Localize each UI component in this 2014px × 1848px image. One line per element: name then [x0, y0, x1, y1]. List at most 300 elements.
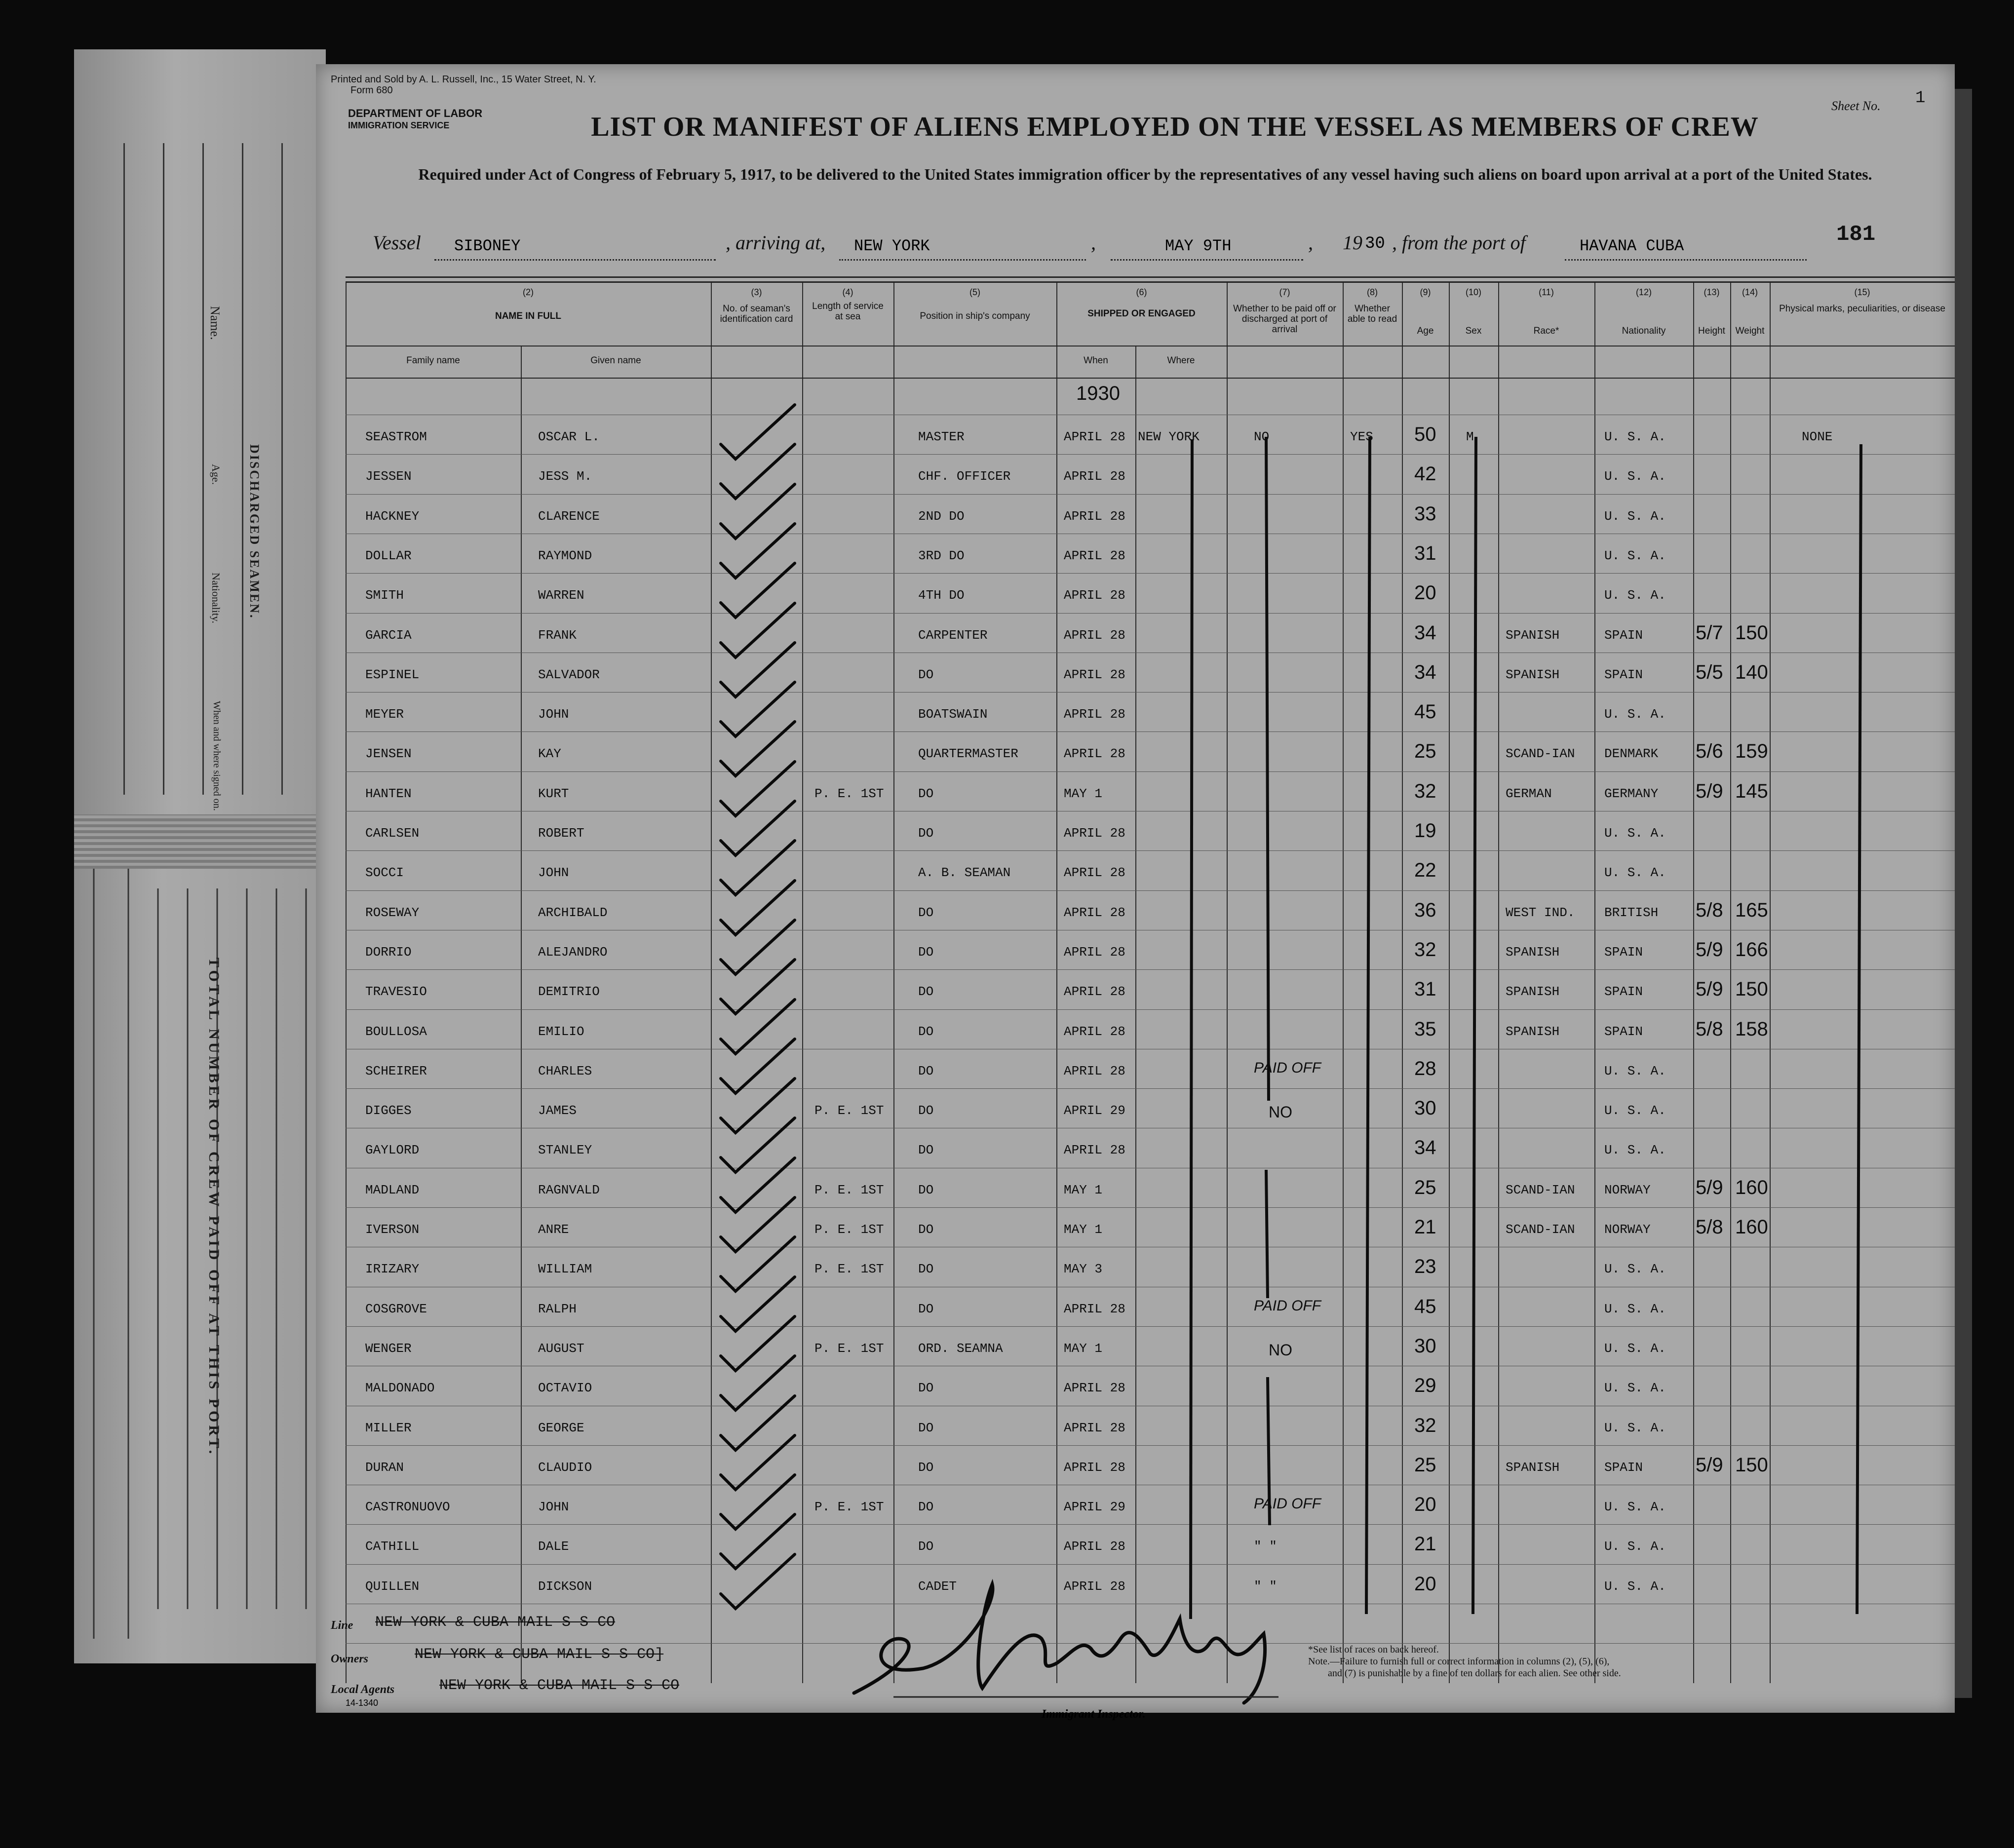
cell-age: 21	[1414, 1533, 1436, 1555]
cell-paid: NO	[1269, 1341, 1292, 1359]
cell-position: A. B. SEAMAN	[918, 865, 1011, 881]
cell-family: MEYER	[365, 707, 404, 722]
cell-when: APRIL 28	[1064, 667, 1125, 682]
colnum-6: (6)	[1136, 287, 1147, 297]
cell-given: JOHN	[538, 865, 569, 881]
cell-nationality: U. S. A.	[1604, 1578, 1666, 1594]
cell-paid: " "	[1254, 1539, 1277, 1554]
cell-paid: PAID OFF	[1254, 1297, 1321, 1314]
cell-age: 20	[1414, 1573, 1436, 1595]
cell-family: MADLAND	[365, 1182, 420, 1197]
cell-age: 30	[1414, 1097, 1436, 1119]
cell-position: 2ND DO	[918, 508, 965, 524]
cell-age: 28	[1414, 1057, 1436, 1079]
cell-marks: NONE	[1802, 429, 1833, 444]
header-name-in-full: NAME IN FULL	[495, 311, 562, 321]
colnum-8: (8)	[1367, 287, 1378, 297]
cell-age: 33	[1414, 502, 1436, 525]
cell-age: 42	[1414, 463, 1436, 485]
cell-race: SCAND-IAN	[1506, 1222, 1575, 1237]
cell-when: MAY 1	[1064, 1341, 1103, 1356]
cell-position: 3RD DO	[918, 548, 965, 563]
cell-when: APRIL 28	[1064, 508, 1125, 524]
cell-position: DO	[918, 826, 934, 841]
strip-label-name: Name.	[208, 306, 222, 340]
cell-when: MAY 1	[1064, 1222, 1103, 1237]
cell-paid: NO	[1254, 429, 1270, 444]
vessel-underline	[434, 259, 716, 261]
cell-race: SPANISH	[1506, 1460, 1560, 1475]
cell-position: DO	[918, 786, 934, 801]
cell-given: JOHN	[538, 707, 569, 722]
cell-family: SEASTROM	[365, 429, 427, 444]
cell-given: CLAUDIO	[538, 1460, 592, 1475]
cell-height: 5/8	[1696, 1216, 1723, 1238]
cell-nationality: GERMANY	[1604, 786, 1659, 801]
cell-when: APRIL 28	[1064, 1381, 1125, 1396]
header-position: Position in ship's company	[920, 311, 1030, 321]
cell-position: DO	[918, 1182, 934, 1197]
cell-position: CARPENTER	[918, 627, 988, 643]
cell-position: DO	[918, 667, 934, 682]
owners-value: NEW YORK & CUBA MAIL S S CO]	[415, 1646, 664, 1663]
form-code: 14-1340	[346, 1698, 379, 1708]
colnum-10: (10)	[1465, 287, 1481, 297]
cell-family: DURAN	[365, 1460, 404, 1475]
cell-given: JOHN	[538, 1500, 569, 1515]
service-line: IMMIGRATION SERVICE	[348, 120, 450, 130]
form-number: Form 680	[350, 85, 393, 96]
cell-when: APRIL 28	[1064, 469, 1125, 484]
cell-family: WENGER	[365, 1341, 412, 1356]
cell-weight: 150	[1735, 1454, 1768, 1476]
cell-paid: NO	[1269, 1103, 1292, 1121]
cell-race: SPANISH	[1506, 984, 1560, 1000]
cell-age: 32	[1414, 938, 1436, 961]
cell-age: 20	[1414, 582, 1436, 604]
header-weight: Weight	[1735, 326, 1765, 336]
cell-nationality: U. S. A.	[1604, 1063, 1666, 1078]
cell-age: 19	[1414, 820, 1436, 842]
cell-height: 5/7	[1696, 621, 1723, 644]
cell-position: DO	[918, 1420, 934, 1435]
cell-age: 34	[1414, 661, 1436, 683]
cell-when: APRIL 28	[1064, 865, 1125, 881]
from-port-underline	[1565, 259, 1807, 261]
cell-family: GAYLORD	[365, 1143, 420, 1158]
colnum-15: (15)	[1854, 287, 1870, 297]
cell-weight: 158	[1735, 1018, 1768, 1040]
cell-race: SCAND-IAN	[1506, 746, 1575, 762]
header-sex: Sex	[1465, 326, 1482, 336]
cell-height: 5/5	[1696, 661, 1723, 683]
cell-given: FRANK	[538, 627, 577, 643]
cell-weight: 150	[1735, 621, 1768, 644]
cell-family: CASTRONUOVO	[365, 1500, 450, 1515]
cell-race: GERMAN	[1506, 786, 1552, 801]
cell-position: DO	[918, 1381, 934, 1396]
cell-nationality: U. S. A.	[1604, 1301, 1666, 1316]
folded-discharged-seamen-strip	[74, 49, 326, 1663]
cell-family: CARLSEN	[365, 826, 420, 841]
cell-position: CHF. OFFICER	[918, 469, 1011, 484]
vessel-label: Vessel	[373, 231, 421, 254]
cell-family: MALDONADO	[365, 1381, 435, 1396]
header-when: When	[1084, 355, 1108, 366]
cell-age: 50	[1414, 424, 1436, 445]
strip-lower-grid	[74, 869, 326, 1639]
cell-weight: 166	[1735, 938, 1768, 961]
cell-nationality: U. S. A.	[1604, 1103, 1666, 1118]
cell-family: SCHEIRER	[365, 1063, 427, 1078]
cell-age: 25	[1414, 1176, 1436, 1198]
cell-age: 45	[1414, 1295, 1436, 1317]
cell-position: DO	[918, 1460, 934, 1475]
cell-sex: M	[1466, 429, 1474, 444]
cell-given: KURT	[538, 786, 569, 801]
cell-height: 5/6	[1696, 740, 1723, 763]
inspector-label: Immigrant Inspector.	[1042, 1708, 1146, 1721]
department-line: DEPARTMENT OF LABOR	[348, 107, 483, 119]
year-annotation: 1930	[1076, 383, 1120, 404]
cell-position: DO	[918, 1500, 934, 1515]
cell-when: APRIL 28	[1064, 1301, 1125, 1316]
page-subtitle: Required under Act of Congress of February 5, 1917, to be delivered to the United States immigration officer by the representatives of any vessel having such aliens on board upon arrival at a port of the United States.	[418, 165, 1872, 183]
from-port-value: HAVANA CUBA	[1580, 237, 1684, 255]
strip-upper-panel	[74, 49, 326, 814]
cell-family: CATHILL	[365, 1539, 420, 1554]
cell-when: APRIL 28	[1064, 905, 1125, 920]
cell-when: APRIL 28	[1064, 1143, 1125, 1158]
colnum-9: (9)	[1420, 287, 1431, 297]
from-port-label: , from the port of	[1392, 231, 1526, 254]
strip-heading-total-crew: TOTAL NUMBER OF CREW PAID OFF AT THIS PORT.	[206, 958, 222, 1457]
cell-nationality: U. S. A.	[1604, 1500, 1666, 1515]
cell-height: 5/9	[1696, 938, 1723, 961]
cell-service: P. E. 1ST	[814, 1222, 884, 1237]
colnum-4: (4)	[842, 287, 853, 297]
cell-nationality: DENMARK	[1604, 746, 1659, 762]
cell-race: SPANISH	[1506, 667, 1560, 682]
cell-age: 32	[1414, 780, 1436, 802]
cell-nationality: SPAIN	[1604, 1024, 1643, 1039]
printer-line: Printed and Sold by A. L. Russell, Inc., 15 Water Street, N. Y.	[331, 74, 596, 85]
header-height: Height	[1698, 326, 1725, 336]
cell-age: 22	[1414, 859, 1436, 882]
crew-manifest-table	[346, 281, 1955, 1683]
cell-position: DO	[918, 1063, 934, 1078]
cell-height: 5/9	[1696, 978, 1723, 1001]
cell-age: 21	[1414, 1216, 1436, 1238]
cell-height: 5/9	[1696, 780, 1723, 802]
header-able-read: Whether able to read	[1347, 304, 1397, 324]
right-edge-shadow	[1955, 89, 1972, 1698]
cell-given: GEORGE	[538, 1420, 584, 1435]
cell-position: DO	[918, 1222, 934, 1237]
cell-family: JESSEN	[365, 469, 412, 484]
cell-family: HACKNEY	[365, 508, 420, 524]
cell-nationality: U. S. A.	[1604, 1341, 1666, 1356]
cell-given: SALVADOR	[538, 667, 600, 682]
cell-age: 31	[1414, 978, 1436, 1001]
colnum-12: (12)	[1635, 287, 1652, 297]
cell-nationality: U. S. A.	[1604, 588, 1666, 603]
arriving-value: NEW YORK	[854, 237, 930, 255]
cell-age: 29	[1414, 1375, 1436, 1397]
cell-given: JAMES	[538, 1103, 577, 1118]
cell-when: MAY 1	[1064, 786, 1103, 801]
strip-lower-grid-lines	[74, 869, 326, 1639]
cell-given: RALPH	[538, 1301, 577, 1316]
footnotes	[1308, 1644, 1621, 1679]
cell-family: COSGROVE	[365, 1301, 427, 1316]
header-length-service: Length of service at sea	[812, 301, 884, 322]
cell-height: 5/8	[1696, 1018, 1723, 1040]
arriving-label: , arriving at,	[726, 231, 826, 254]
cell-when: APRIL 28	[1064, 548, 1125, 563]
cell-height: 5/9	[1696, 1454, 1723, 1476]
cell-when: APRIL 28	[1064, 429, 1125, 444]
cell-when: APRIL 28	[1064, 1024, 1125, 1039]
page-title: LIST OR MANIFEST OF ALIENS EMPLOYED ON THE VESSEL AS MEMBERS OF CREW	[591, 112, 1759, 142]
strip-heading-discharged: DISCHARGED SEAMEN.	[247, 444, 262, 619]
cell-race: SCAND-IAN	[1506, 1182, 1575, 1197]
line-label: Line	[331, 1619, 353, 1632]
cell-given: DALE	[538, 1539, 569, 1554]
cell-family: GARCIA	[365, 627, 412, 643]
cell-when: APRIL 29	[1064, 1500, 1125, 1515]
cell-where: NEW YORK	[1138, 429, 1200, 444]
cell-family: TRAVESIO	[365, 984, 427, 1000]
cell-weight: 165	[1735, 899, 1768, 921]
cell-position: DO	[918, 1301, 934, 1316]
cell-when: APRIL 28	[1064, 746, 1125, 762]
cell-service: P. E. 1ST	[814, 1341, 884, 1356]
cell-family: IVERSON	[365, 1222, 420, 1237]
cell-nationality: U. S. A.	[1604, 429, 1666, 444]
cell-height: 5/8	[1696, 899, 1723, 921]
cell-race: SPANISH	[1506, 627, 1560, 643]
cell-position: 4TH DO	[918, 588, 965, 603]
check-mark-icon	[716, 1549, 814, 1618]
cell-age: 34	[1414, 1137, 1436, 1159]
cell-service: P. E. 1ST	[814, 1103, 884, 1118]
cell-when: APRIL 28	[1064, 707, 1125, 722]
cell-age: 35	[1414, 1018, 1436, 1040]
header-family-name: Family name	[406, 355, 460, 366]
cell-given: ALEJANDRO	[538, 944, 608, 960]
cell-position: DO	[918, 1103, 934, 1118]
cell-given: KAY	[538, 746, 561, 762]
header-shipped: SHIPPED OR ENGAGED	[1087, 308, 1196, 319]
cell-when: APRIL 28	[1064, 984, 1125, 1000]
cell-family: DORRIO	[365, 944, 412, 960]
cell-family: ESPINEL	[365, 667, 420, 682]
cell-nationality: NORWAY	[1604, 1182, 1651, 1197]
cell-position: BOATSWAIN	[918, 707, 988, 722]
cell-given: EMILIO	[538, 1024, 584, 1039]
cell-when: APRIL 28	[1064, 627, 1125, 643]
cell-family: SMITH	[365, 588, 404, 603]
inspector-signature	[834, 1565, 1328, 1723]
cell-given: WARREN	[538, 588, 584, 603]
cell-service: P. E. 1ST	[814, 1262, 884, 1277]
cell-given: OSCAR L.	[538, 429, 600, 444]
cell-age: 25	[1414, 1454, 1436, 1476]
cell-when: APRIL 28	[1064, 1460, 1125, 1475]
cell-age: 32	[1414, 1414, 1436, 1436]
colnum-5: (5)	[969, 287, 980, 297]
cell-given: DEMITRIO	[538, 984, 600, 1000]
cell-family: HANTEN	[365, 786, 412, 801]
cell-position: DO	[918, 1024, 934, 1039]
cell-weight: 145	[1735, 780, 1768, 802]
cell-age: 31	[1414, 542, 1436, 564]
cell-position: DO	[918, 984, 934, 1000]
cell-paid: PAID OFF	[1254, 1496, 1321, 1512]
agents-label: Local Agents	[331, 1683, 395, 1696]
cell-position: DO	[918, 1143, 934, 1158]
header-physical-marks: Physical marks, peculiarities, or disease	[1779, 304, 1945, 314]
cell-position: CADET	[918, 1578, 957, 1594]
colnum-14: (14)	[1742, 287, 1758, 297]
cell-when: APRIL 28	[1064, 1578, 1125, 1594]
cell-given: RAYMOND	[538, 548, 592, 563]
cell-given: ANRE	[538, 1222, 569, 1237]
cell-age: 20	[1414, 1494, 1436, 1516]
year-suffix: 30	[1365, 234, 1385, 253]
cell-nationality: U. S. A.	[1604, 1539, 1666, 1554]
vessel-value: SIBONEY	[454, 237, 521, 255]
cell-given: OCTAVIO	[538, 1381, 592, 1396]
cell-family: QUILLEN	[365, 1578, 420, 1594]
cell-given: ROBERT	[538, 826, 584, 841]
cell-nationality: U. S. A.	[1604, 865, 1666, 881]
cell-nationality: NORWAY	[1604, 1222, 1651, 1237]
header-id-card: No. of seaman's identification card	[720, 304, 793, 324]
cell-given: RAGNVALD	[538, 1182, 600, 1197]
header-given-name: Given name	[590, 355, 641, 366]
footnote-penalty-2: and (7) is punishable by a fine of ten dollars for each alien. See other side.	[1328, 1668, 1621, 1679]
cell-weight: 159	[1735, 740, 1768, 763]
cell-family: DOLLAR	[365, 548, 412, 563]
cell-read: YES	[1350, 429, 1373, 444]
cell-nationality: SPAIN	[1604, 944, 1643, 960]
cell-nationality: SPAIN	[1604, 667, 1643, 682]
cell-when: MAY 1	[1064, 1182, 1103, 1197]
cell-service: P. E. 1ST	[814, 786, 884, 801]
cell-age: 30	[1414, 1335, 1436, 1357]
cell-family: BOULLOSA	[365, 1024, 427, 1039]
cell-service: P. E. 1ST	[814, 1500, 884, 1515]
strip-label-signed-on: When and where signed on.	[211, 701, 222, 811]
cell-nationality: U. S. A.	[1604, 548, 1666, 563]
cell-given: CLARENCE	[538, 508, 600, 524]
cell-position: ORD. SEAMNA	[918, 1341, 1003, 1356]
cell-given: DICKSON	[538, 1578, 592, 1594]
cell-weight: 160	[1735, 1176, 1768, 1198]
cell-weight: 140	[1735, 661, 1768, 683]
colnum-2: (2)	[523, 287, 534, 297]
cell-age: 34	[1414, 621, 1436, 644]
cell-position: QUARTERMASTER	[918, 746, 1018, 762]
sheet-no-label: Sheet No.	[1831, 99, 1881, 113]
cell-weight: 160	[1735, 1216, 1768, 1238]
date-value: MAY 9TH	[1165, 237, 1232, 255]
cell-nationality: U. S. A.	[1604, 1381, 1666, 1396]
cell-nationality: U. S. A.	[1604, 469, 1666, 484]
arriving-underline	[839, 259, 1086, 261]
cell-nationality: SPAIN	[1604, 984, 1643, 1000]
strip-label-nationality: Nationality.	[210, 573, 222, 624]
cell-family: MILLER	[365, 1420, 412, 1435]
cell-paid: PAID OFF	[1254, 1059, 1321, 1076]
cell-position: DO	[918, 944, 934, 960]
cell-when: APRIL 28	[1064, 1063, 1125, 1078]
header-nationality: Nationality	[1622, 326, 1666, 336]
cell-height: 5/9	[1696, 1176, 1723, 1198]
cell-family: DIGGES	[365, 1103, 412, 1118]
cell-age: 45	[1414, 701, 1436, 723]
cell-nationality: U. S. A.	[1604, 1143, 1666, 1158]
cell-position: DO	[918, 905, 934, 920]
cell-when: APRIL 28	[1064, 944, 1125, 960]
cell-weight: 150	[1735, 978, 1768, 1001]
cell-when: APRIL 28	[1064, 1420, 1125, 1435]
cell-service: P. E. 1ST	[814, 1182, 884, 1197]
cell-age: 36	[1414, 899, 1436, 921]
agents-value: NEW YORK & CUBA MAIL S S CO	[439, 1677, 680, 1694]
line-value: NEW YORK & CUBA MAIL S S CO	[375, 1614, 616, 1631]
cell-nationality: BRITISH	[1604, 905, 1659, 920]
header-age: Age	[1417, 326, 1434, 336]
cell-nationality: SPAIN	[1604, 1460, 1643, 1475]
cell-race: SPANISH	[1506, 1024, 1560, 1039]
cell-race: SPANISH	[1506, 944, 1560, 960]
cell-family: ROSEWAY	[365, 905, 420, 920]
cell-given: JESS M.	[538, 469, 592, 484]
date-underline	[1111, 259, 1303, 261]
header-rule	[346, 276, 1955, 278]
strip-label-age: Age.	[210, 464, 222, 485]
footnote-penalty-1: Note.—Failure to furnish full or correct information in columns (2), (5), (6),	[1308, 1656, 1610, 1667]
department-label	[348, 108, 482, 131]
footnote-races: *See list of races on back hereof.	[1308, 1644, 1439, 1655]
sheet-no-value: 1	[1915, 89, 1926, 108]
manifest-sheet: Printed and Sold by A. L. Russell, Inc., 15 Water Street, N. Y. Form 680 DEPARTMENT OF LABOR IMMIGRATION SERVICE Sheet No. 1 LIST OR MANIFEST OF ALIENS EMPLOYED ON THE VESSEL AS MEMBERS OF CREW Required under Act of Congress of February 5, 1917, to be delivered to the United States immigration officer by the representatives of any vessel having such aliens on board upon arrival at a port of the United States. 181 Vessel SIBONEY , arriving at, NEW YORK , MAY 9TH , 19 30 , from the port of HAVANA CUBA (2) (3) (4) (5) (6) (7) (8) (9) (10) (11) (12) (13) (14) (15) NAME IN FULL Family name Given name No. of seaman's identification card Length of service at sea Position in ship's company SHIPPED OR ENGAGED When Where Whether to be paid off or discharged at port of arrival Whether able to read Age Sex Race* Nationality Height Weight Physical marks, peculiarities, or disease 1930 SEASTROM OSCAR L. MASTER APRIL 28 NEW YORK NO YES 50 M U. S. A. NONE JESSEN JESS M. CHF. OFFICER APRIL 28 42 U. S. A. HACKNEY CLARENCE 2ND DO APRIL 28 33 U. S. A. DOLLAR RAYMOND 3RD DO APRIL 28 31 U. S. A. SMITH WARREN 4TH DO APRIL 28 20 U. S. A. GARCIA FRANK CARPENTER APRIL 28 34 SPANISH SPAIN 5/7 150 ESPINEL SALVADOR DO APRIL 28 34 SPANISH SPAIN 5/5 140 MEYER JOHN BOATSWAIN APRIL 28 45 U. S. A. JENSEN KAY QUARTERMASTER APRIL 28 25 SCAND-IAN DENMARK 5/6 159 HANTEN KURT P. E. 1ST DO MAY 1 32 GERMAN GERMANY 5/9 145 CARLSEN ROBERT DO APRIL 28 19 U. S. A. SOCCI JOHN A. B. SEAMAN APRIL 28 22 U. S. A. ROSEWAY ARCHIBALD DO APRIL 28 36 WEST IND. BRITISH 5/8 165 DORRIO ALEJANDRO DO APRIL 28 32 SPANISH SPAIN 5/9 166 TRAVESIO DEMITRIO DO APRIL 28 31 SPANISH SPAIN 5/9 150 BOULLOSA EMILIO DO APRIL 28 35 SPANISH SPAIN 5/8 158 SCHEIRER CHARLES DO APRIL 28 PAID OFF 28 U. S. A. DIGGES JAMES P. E. 1ST DO APRIL 29 NO 30 U. S. A. GAYLORD STANLEY DO APRIL 28 34 U. S. A. MADLAND RAGNVALD P. E. 1ST DO MAY 1 25 SCAND-IAN NORWAY 5/9 160 IVERSON ANRE P. E. 1ST DO MAY 1 21 SCAND-IAN NORWAY 5/8 160 IRIZARY WILLIAM P. E. 1ST DO MAY 3 23 U. S. A. COSGROVE RALPH DO APRIL 28 PAID OFF 45 U. S. A. WENGER AUGUST P. E. 1ST ORD. SEAMNA MAY 1 NO 30 U. S. A. MALDONADO OCTAVIO DO APRIL 28 29 U. S. A. MILLER GEORGE DO APRIL 28 32 U. S. A. DURAN CLAUDIO DO APRIL 28 25 SPANISH SPAIN 5/9 150 CASTRONUOVO JOHN P. E. 1ST DO APRIL 29 PAID OFF 20 U. S. A. CATHILL DALE DO APRIL 28 " " 21 U. S. A. QUILLEN DICKSON CADET APRIL 28 " " 20 U. S. A. Immigrant Inspector. Line NEW YORK & CUBA MAIL S S CO Owners NEW YORK & CUBA MAIL S S CO] Local Agents NEW YORK & CUBA MAIL S S CO 14-1340 *See list of races on back hereof. Note.—Failure to furnish full or correct information in columns (2), (5), (6), and (7) is punishable by a fine of ten dollars for each alien. See other side.	[316, 64, 1955, 1713]
colnum-13: (13)	[1704, 287, 1720, 297]
owners-label: Owners	[331, 1653, 369, 1665]
strip-fold-crease	[74, 814, 326, 869]
cell-age: 25	[1414, 740, 1436, 763]
year-prefix: 19	[1343, 231, 1362, 254]
cell-when: MAY 3	[1064, 1262, 1103, 1277]
cell-age: 23	[1414, 1256, 1436, 1278]
cell-nationality: U. S. A.	[1604, 1262, 1666, 1277]
cell-paid: " "	[1254, 1578, 1277, 1594]
cell-position: DO	[918, 1262, 934, 1277]
cell-given: CHARLES	[538, 1063, 592, 1078]
cell-nationality: U. S. A.	[1604, 508, 1666, 524]
cell-family: JENSEN	[365, 746, 412, 762]
header-where: Where	[1167, 355, 1195, 366]
cell-family: SOCCI	[365, 865, 404, 881]
cell-nationality: SPAIN	[1604, 627, 1643, 643]
colnum-7: (7)	[1279, 287, 1290, 297]
cell-race: WEST IND.	[1506, 905, 1575, 920]
colnum-3: (3)	[751, 287, 762, 297]
cell-when: APRIL 28	[1064, 588, 1125, 603]
